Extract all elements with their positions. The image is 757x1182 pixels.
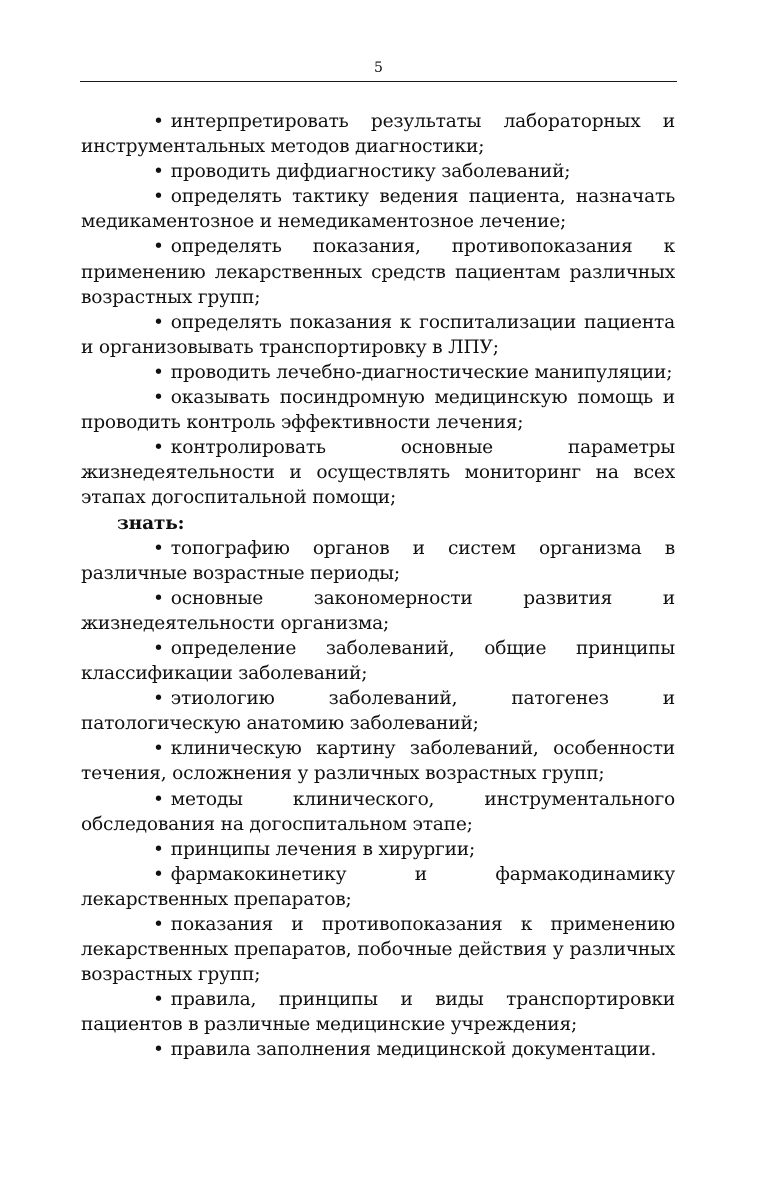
bullet: •	[153, 863, 164, 885]
list-item	[81, 787, 675, 837]
list-item	[81, 385, 675, 435]
bullet: •	[153, 387, 164, 409]
section-heading: знать:	[117, 512, 185, 534]
bullet: •	[153, 537, 164, 559]
list-item	[81, 912, 675, 987]
bullet: •	[153, 311, 164, 333]
bullet: •	[153, 637, 164, 659]
bullet: •	[153, 1039, 164, 1061]
list-item-text: определять показания к госпитализации пациента и организовывать транспортировку в ЛПУ;	[81, 311, 675, 358]
list-item	[81, 736, 675, 786]
list-item	[81, 360, 675, 385]
list-item-text: правила, принципы и виды транспортировки пациентов в различные медицинские учреждения;	[81, 989, 675, 1036]
list-item	[81, 862, 675, 912]
list-item	[81, 536, 675, 586]
list-item-text: оказывать посиндромную медицинскую помощь и проводить контроль эффективности лечения;	[81, 387, 675, 434]
bullet: •	[153, 989, 164, 1011]
bullet: •	[153, 914, 164, 935]
list-item-text: контролировать основные параметры жизнедеятельности и осуществлять мониторинг на всех этапах догоспитальной помощи;	[81, 437, 675, 509]
list-item-text: определять показания, противопоказания к применению лекарственных средств пациентам различных возрастных групп;	[81, 236, 675, 308]
list-item	[81, 310, 675, 360]
list-item	[81, 686, 675, 736]
list-item-text: методы клинического, инструментального обследования на догоспитальном этапе;	[81, 788, 675, 835]
bullet: •	[153, 161, 164, 183]
page-number: 5	[374, 60, 383, 76]
list-item-text: проводить лечебно-диагностические манипуляции;	[170, 361, 673, 383]
bullet: •	[153, 111, 164, 132]
list-item-text: принципы лечения в хирургии;	[170, 838, 476, 860]
bullet: •	[153, 788, 164, 810]
list-item-text: определение заболеваний, общие принципы классификации заболеваний;	[81, 637, 675, 685]
list-item	[81, 586, 675, 636]
list-item	[81, 837, 675, 862]
bullet: •	[153, 688, 164, 710]
list-item	[81, 636, 675, 686]
list-item-text: проводить дифдиагностику заболеваний;	[170, 161, 571, 183]
list-item	[81, 109, 675, 159]
bullet: •	[153, 236, 164, 258]
list-item	[81, 234, 675, 309]
list-item	[81, 1037, 675, 1062]
bullet: •	[153, 437, 164, 459]
list-item-text: фармакокинетику и фармакодинамику лекарственных препаратов;	[81, 863, 675, 910]
list-item	[81, 987, 675, 1037]
body-text	[81, 109, 675, 1063]
list-item-text: клиническую картину заболеваний, особенности течения, осложнения у различных возрастных групп;	[81, 738, 675, 785]
bullet: •	[153, 838, 164, 860]
bullet: •	[153, 361, 164, 383]
list-item-text: определять тактику ведения пациента, назначать медикаментозное и немедикаментозное лечение;	[81, 186, 675, 233]
list-item	[81, 159, 675, 184]
list-item-text: показания и противопоказания к применению лекарственных препаратов, побочные действия у различных возрастных групп;	[81, 914, 675, 986]
list-item-text: топографию органов и систем организма в различные возрастные периоды;	[81, 537, 675, 584]
list-item-text: интерпретировать результаты лабораторных и инструментальных методов диагностики;	[81, 111, 675, 158]
list-item	[81, 184, 675, 234]
list-item-text: основные закономерности развития и жизнедеятельности организма;	[81, 587, 675, 634]
list-item-text: правила заполнения медицинской документации.	[170, 1039, 657, 1061]
list-item	[81, 435, 675, 510]
bullet: •	[153, 738, 164, 760]
list-item-text: этиологию заболеваний, патогенез и патологическую анатомию заболеваний;	[81, 688, 675, 735]
bullet: •	[153, 587, 164, 609]
header-rule	[80, 81, 677, 82]
bullet: •	[153, 186, 164, 208]
